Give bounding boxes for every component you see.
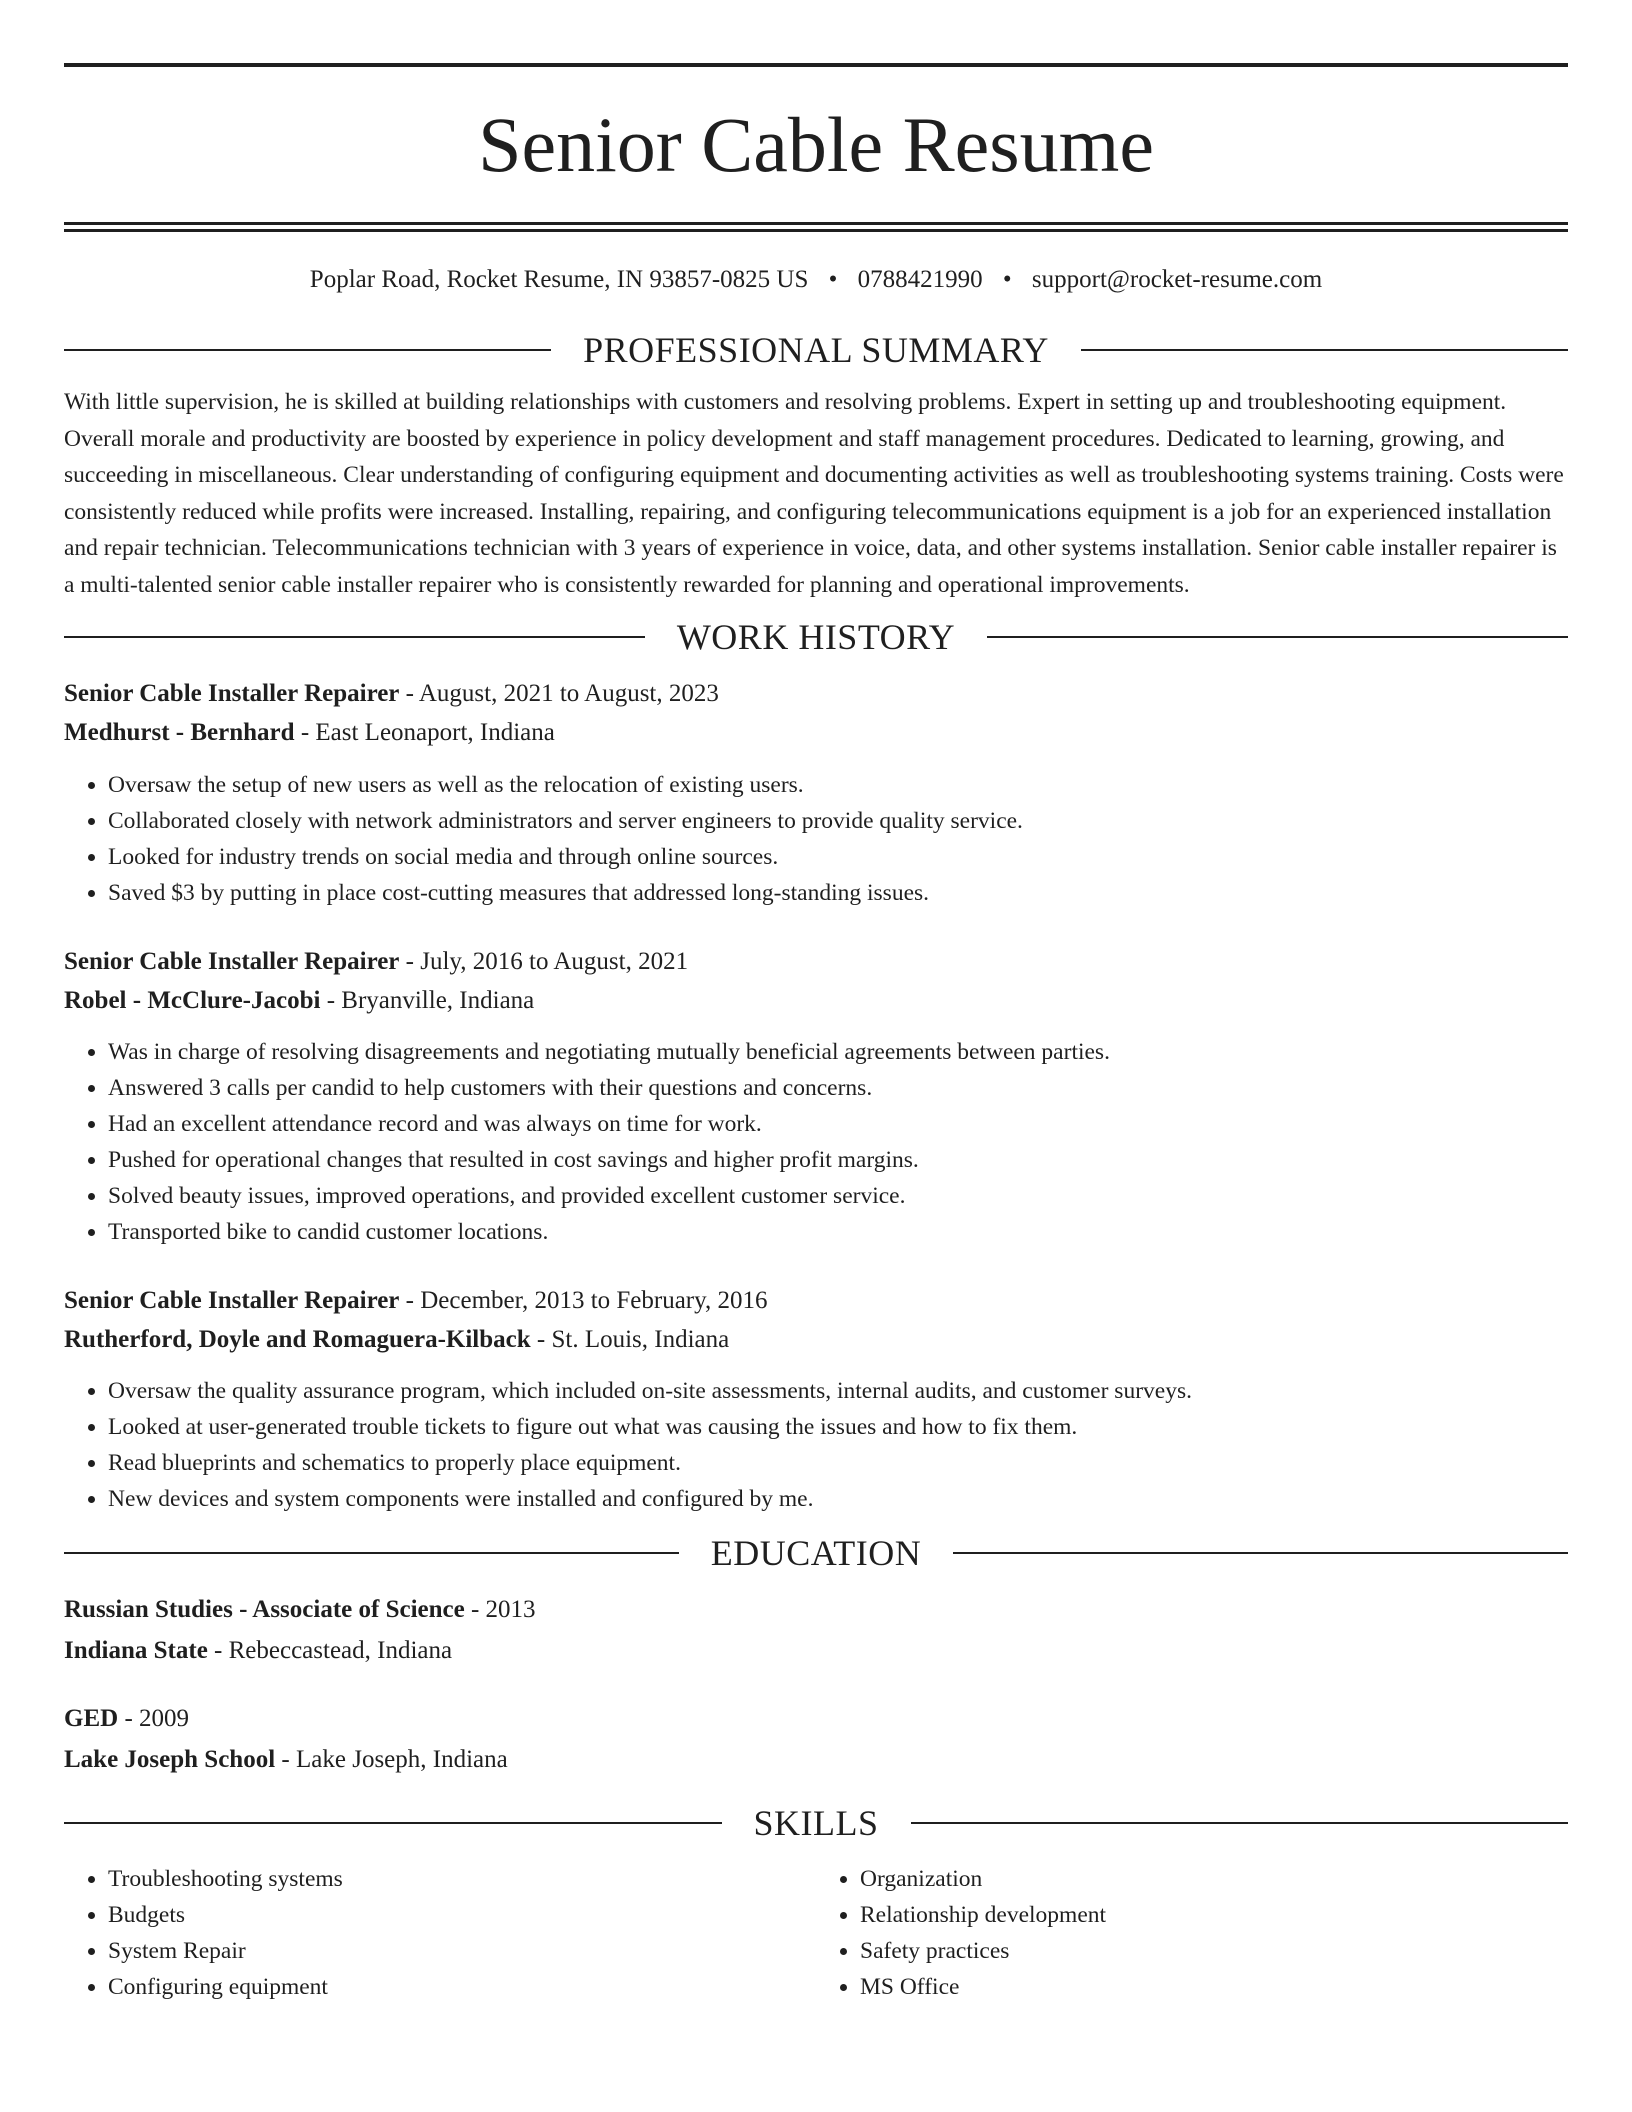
resume-page [64, 0, 1568, 2005]
section-heading-work [64, 615, 1568, 659]
section-title: EDUCATION [710, 1533, 922, 1573]
job-company: Medhurst - Bernhard [64, 719, 295, 746]
list-item: • Pushed for operational changes that resulted in cost savings and higher profit margins. [108, 1142, 1568, 1178]
list-item: • Looked at user-generated trouble tickets to figure out what was causing the issues and how to fix them. [108, 1409, 1568, 1445]
job-title-line [64, 674, 1568, 713]
heading-rule [64, 349, 551, 351]
list-item: • Looked for industry trends on social media and through online sources. [108, 839, 1568, 875]
job-title: Senior Cable Installer Repairer [64, 680, 400, 707]
skill-item: • System Repair [108, 1933, 816, 1969]
job-company-line [64, 713, 1568, 752]
job-company: Robel - McClure-Jacobi [64, 987, 321, 1014]
heading-rule [64, 636, 645, 638]
section-heading-summary [64, 328, 1568, 372]
skill-item: • Organization [860, 1861, 1568, 1897]
list-item: • Had an excellent attendance record and was always on time for work. [108, 1106, 1568, 1142]
skills-columns [64, 1861, 1568, 2005]
heading-rule [953, 1552, 1568, 1554]
education-school-line [64, 1740, 1568, 1779]
job-entry [64, 1281, 1568, 1517]
job-company-line [64, 981, 1568, 1020]
heading-rule [911, 1822, 1569, 1824]
list-item: • Answered 3 calls per candid to help customers with their questions and concerns. [108, 1070, 1568, 1106]
skill-item: • Relationship development [860, 1897, 1568, 1933]
education-degree-line [64, 1699, 1568, 1738]
job-dates: - August, 2021 to August, 2023 [399, 680, 719, 707]
list-item: • Read blueprints and schematics to properly place equipment. [108, 1445, 1568, 1481]
education-entry [64, 1699, 1568, 1779]
contact-address: Poplar Road, Rocket Resume, IN 93857-0825 US [309, 266, 809, 293]
contact-email: support@rocket-resume.com [1031, 266, 1323, 293]
heading-rule [987, 636, 1568, 638]
list-item: • Solved beauty issues, improved operations, and provided excellent customer service. [108, 1178, 1568, 1214]
contact-line [64, 263, 1568, 297]
section-title: SKILLS [753, 1803, 879, 1843]
list-item: • Oversaw the quality assurance program, which included on-site assessments, internal audits, and customer surveys. [108, 1373, 1568, 1409]
skill-item: • Troubleshooting systems [108, 1861, 816, 1897]
skill-item: • Configuring equipment [108, 1969, 816, 2005]
education-year: - 2013 [464, 1596, 536, 1623]
skills-list-right [816, 1861, 1568, 2005]
education-school: Lake Joseph School [64, 1746, 276, 1773]
contact-separator: • [1002, 266, 1012, 293]
heading-rule [64, 1822, 722, 1824]
skill-item: • Safety practices [860, 1933, 1568, 1969]
job-dates: - December, 2013 to February, 2016 [399, 1287, 768, 1314]
education-entry [64, 1590, 1568, 1670]
list-item: • Saved $3 by putting in place cost-cutting measures that addressed long-standing issues. [108, 875, 1568, 911]
job-entry [64, 942, 1568, 1250]
section-heading-education [64, 1531, 1568, 1575]
section-title: WORK HISTORY [676, 617, 956, 657]
contact-separator: • [828, 266, 838, 293]
resume-title: Senior Cable Resume [478, 101, 1154, 188]
job-bullets [64, 1034, 1568, 1250]
contact-phone: 0788421990 [857, 266, 983, 293]
education-school: Indiana State [64, 1637, 208, 1664]
job-company: Rutherford, Doyle and Romaguera-Kilback [64, 1326, 531, 1353]
job-location: - East Leonaport, Indiana [294, 719, 555, 746]
job-location: - St. Louis, Indiana [530, 1326, 730, 1353]
summary-text: With little supervision, he is skilled at building relationships with customers and resolving problems. Expert in setting up and troubleshooting equipment. Overall morale and productivity are boosted by experience in policy development and staff management procedures. Dedicated to learning, growing, and succeeding in miscellaneous. Clear understanding of configuring equipment and documenting activities as well as troubleshooting systems training. Costs were consistently reduced while profits were increased. Installing, repairing, and configuring telecommunications equipment is a job for an experienced installation and repair technician. Telecommunications technician with 3 years of experience in voice, data, and other systems installation. Senior cable installer repairer is a multi-talented senior cable installer repairer who is consistently rewarded for planning and operational improvements. [64, 389, 1564, 598]
education-location: - Rebeccastead, Indiana [207, 1637, 453, 1664]
list-item: • Transported bike to candid customer locations. [108, 1214, 1568, 1250]
education-school-line [64, 1631, 1568, 1670]
education-degree-line [64, 1590, 1568, 1629]
skills-list-left [64, 1861, 816, 2005]
job-entry [64, 674, 1568, 911]
job-company-line [64, 1320, 1568, 1359]
education-year: - 2009 [118, 1705, 190, 1732]
education-degree: GED [64, 1705, 119, 1732]
list-item: • Collaborated closely with network administrators and server engineers to provide quality service. [108, 803, 1568, 839]
skill-item: • Budgets [108, 1897, 816, 1933]
list-item: • Was in charge of resolving disagreements and negotiating mutually beneficial agreements between parties. [108, 1034, 1568, 1070]
job-title-line [64, 942, 1568, 981]
title-double-rule [64, 222, 1568, 232]
heading-rule [1081, 349, 1568, 351]
top-rule [64, 63, 1568, 67]
heading-rule [64, 1552, 679, 1554]
job-title: Senior Cable Installer Repairer [64, 1287, 400, 1314]
list-item: • Oversaw the setup of new users as well as the relocation of existing users. [108, 767, 1568, 803]
job-title: Senior Cable Installer Repairer [64, 948, 400, 975]
section-heading-skills [64, 1801, 1568, 1845]
list-item: • New devices and system components were installed and configured by me. [108, 1481, 1568, 1517]
section-title: PROFESSIONAL SUMMARY [583, 330, 1049, 370]
education-degree: Russian Studies - Associate of Science [64, 1596, 465, 1623]
job-bullets [64, 1373, 1568, 1517]
education-location: - Lake Joseph, Indiana [275, 1746, 508, 1773]
skill-item: • MS Office [860, 1969, 1568, 2005]
job-dates: - July, 2016 to August, 2021 [399, 948, 689, 975]
job-location: - Bryanville, Indiana [320, 987, 535, 1014]
job-bullets [64, 767, 1568, 911]
job-title-line [64, 1281, 1568, 1320]
